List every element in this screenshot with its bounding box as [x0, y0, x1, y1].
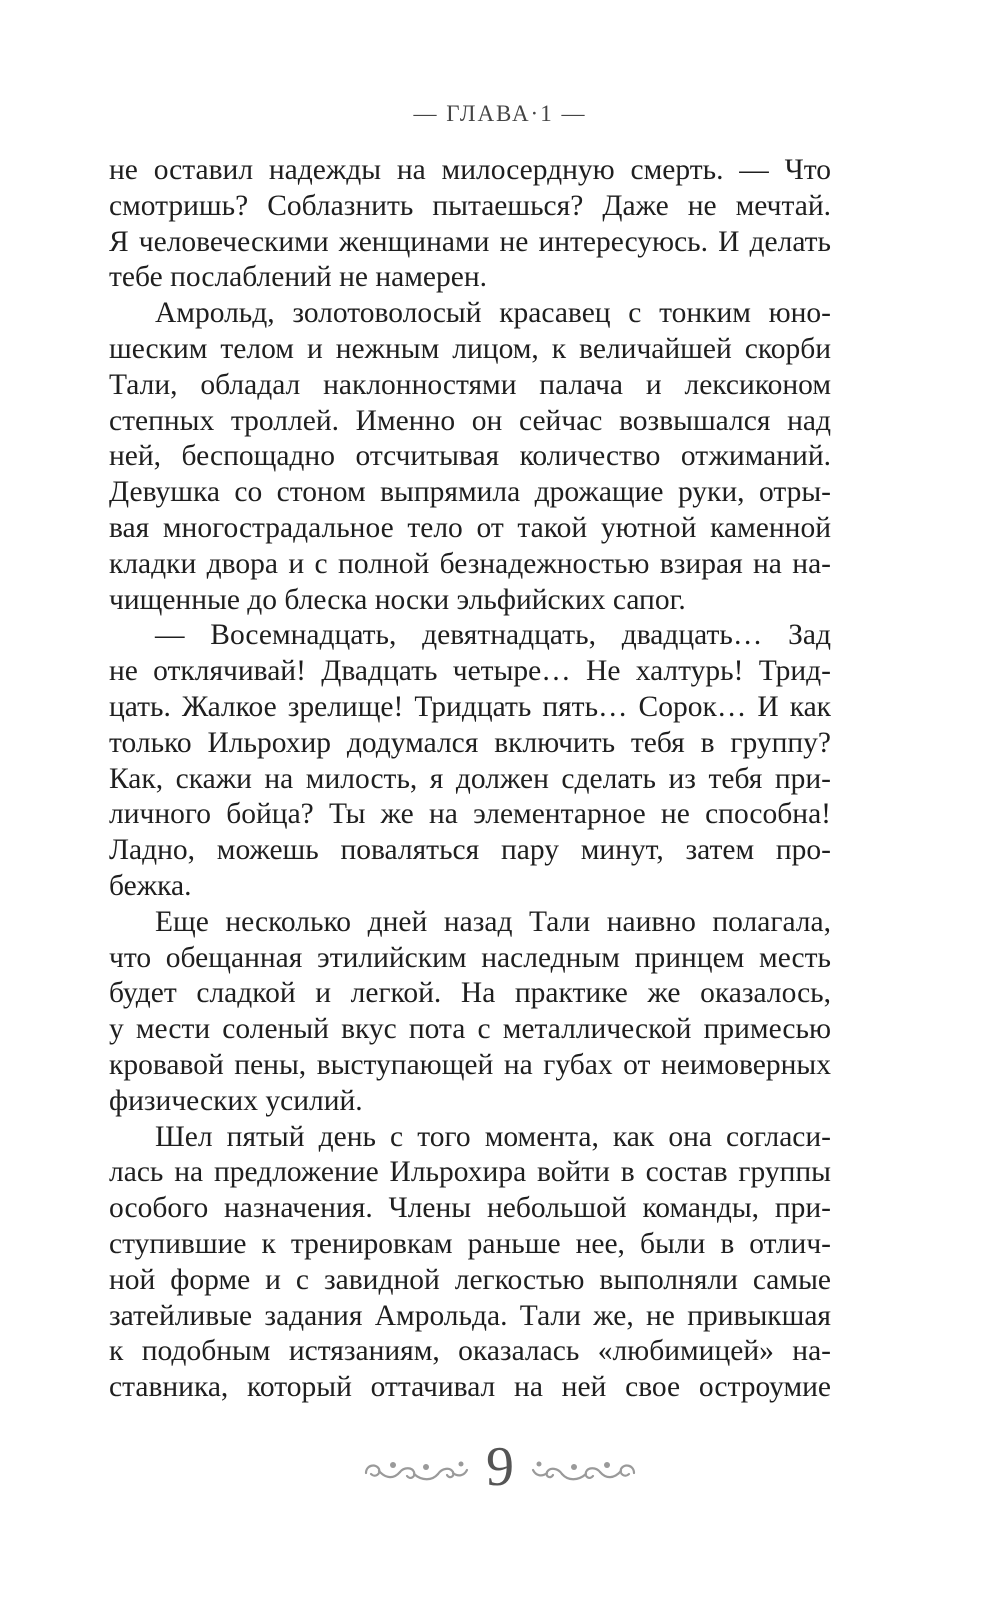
- text-line: Тали, обладал наклонностями палача и лексиконом: [109, 368, 831, 401]
- text-line: — Восемнадцать, девятнадцать, двадцать… Зад: [155, 619, 831, 652]
- flourish-ornament-right-icon: [528, 1453, 640, 1489]
- text-line: не оставил надежды на милосердную смерть. — Что: [109, 154, 831, 186]
- text-line: личного бойца? Ты же на элементарное не способна!: [109, 798, 831, 831]
- text-line: Ладно, можешь поваляться пару минут, затем про-: [109, 834, 831, 867]
- text-line: лась на предложение Ильрохира войти в состав группы: [109, 1156, 831, 1189]
- text-line: ступившие к тренировкам раньше нее, были в отлич-: [109, 1227, 831, 1260]
- text-line: ставника, который оттачивал на ней свое остроумие: [109, 1371, 831, 1404]
- text-line: кровавой пены, выступающей на губах от неимоверных: [109, 1048, 831, 1081]
- running-header: — ГЛАВА·1 —: [413, 101, 587, 126]
- page-folio: [0, 1436, 1000, 1506]
- text-line: не отклячивай! Двадцать четыре… Не халтурь! Трид-: [109, 655, 831, 688]
- text-line: чищенные до блеска носки эльфийских сапог.: [109, 583, 686, 616]
- text-line: ной форме и с завидной легкостью выполняли самые: [109, 1263, 831, 1296]
- text-line: особого назначения. Члены небольшой команды, при-: [109, 1192, 831, 1225]
- body-text: [109, 153, 831, 1406]
- text-line: Я человеческими женщинами не интересуюсь. И делать: [109, 225, 831, 258]
- text-line: Амрольд, золотоволосый красавец с тонким юно-: [155, 297, 831, 330]
- text-line: только Ильрохир додумался включить тебя в группу?: [109, 726, 831, 759]
- text-line: цать. Жалкое зрелище! Тридцать пять… Сорок… И как: [109, 690, 831, 723]
- text-line: будет сладкой и легкой. На практике же оказалось,: [109, 977, 831, 1010]
- text-line: Как, скажи на милость, я должен сделать из тебя при-: [109, 762, 831, 795]
- page-number: 9: [486, 1436, 514, 1498]
- flourish-ornament-left-icon: [360, 1453, 472, 1489]
- text-line: ней, беспощадно отсчитывая количество отжиманий.: [109, 440, 831, 473]
- text-line: что обещанная этилийским наследным принцем месть: [109, 941, 831, 974]
- text-line: бежка.: [109, 869, 192, 902]
- text-line: Шел пятый день с того момента, как она согласи-: [155, 1120, 831, 1153]
- text-line: вая многострадальное тело от такой уютной каменной: [109, 511, 831, 544]
- text-line: смотришь? Соблазнить пытаешься? Даже не мечтай.: [109, 189, 831, 222]
- text-line: шеским телом и нежным лицом, к величайшей скорби: [109, 332, 831, 365]
- text-line: тебе послаблений не намерен.: [109, 261, 487, 294]
- text-line: Девушка со стоном выпрямила дрожащие руки, отры-: [109, 476, 831, 509]
- text-line: степных троллей. Именно он сейчас возвышался над: [109, 404, 831, 437]
- text-line: физических усилий.: [109, 1084, 363, 1117]
- text-line: у мести соленый вкус пота с металлической примесью: [109, 1013, 831, 1046]
- text-line: к подобным истязаниям, оказалась «любимицей» на-: [109, 1335, 831, 1368]
- text-line: кладки двора и с полной безнадежностью взирая на на-: [109, 547, 831, 580]
- text-line: Еще несколько дней назад Тали наивно полагала,: [155, 905, 831, 938]
- text-line: затейливые задания Амрольда. Тали же, не привыкшая: [109, 1299, 831, 1332]
